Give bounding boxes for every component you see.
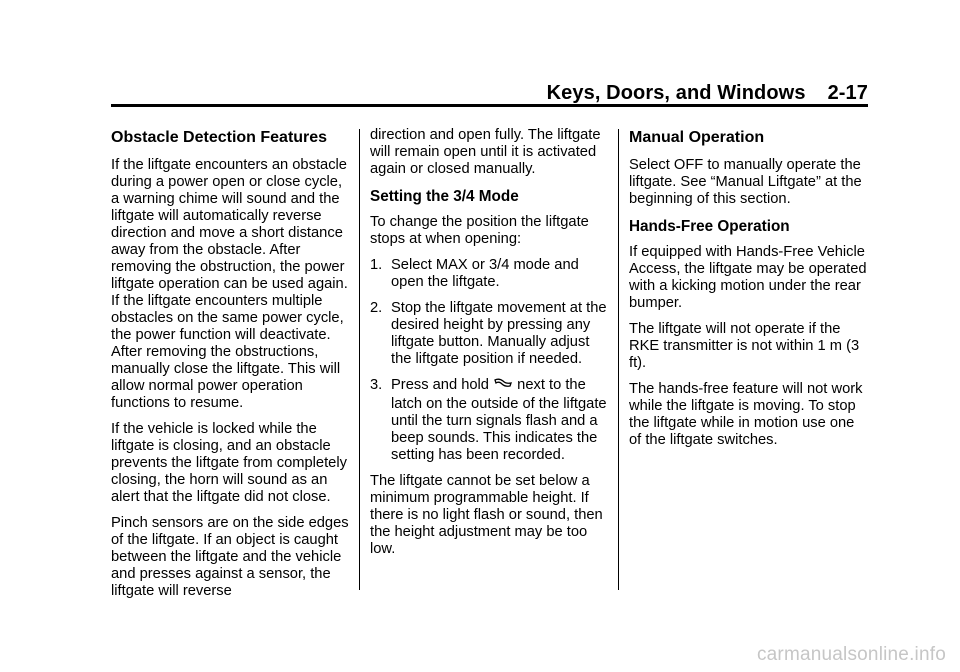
liftgate-button-icon: [494, 377, 512, 396]
column-divider-left: [359, 129, 360, 590]
header-rule: [111, 104, 868, 107]
paragraph-continued: direction and open fully. The liftgate will remain open until it is activated again or closed manually.: [370, 127, 601, 177]
step-text: Select MAX or 3/4 mode and open the liftgate.: [391, 257, 579, 290]
paragraph: Select OFF to manually operate the liftgate. See “Manual Liftgate” at the beginning of this section.: [629, 157, 862, 207]
column-divider-right: [618, 129, 619, 590]
step-number: 3.: [370, 377, 383, 393]
heading-manual-operation: Manual Operation: [629, 129, 765, 146]
paragraph: Pinch sensors are on the side edges of the liftgate. If an object is caught between the liftgate and the vehicle and presses against a sensor, the liftgate will reverse: [111, 515, 349, 599]
step-text: Press and hold: [391, 377, 489, 393]
list-item: [370, 377, 610, 464]
page-number: 2-17: [827, 82, 868, 104]
column-middle: [370, 123, 610, 567]
step-number: 1.: [370, 257, 383, 273]
paragraph: To change the position the liftgate stops at when opening:: [370, 214, 589, 247]
section-title: Keys, Doors, and Windows: [546, 82, 806, 104]
heading-hands-free: Hands-Free Operation: [629, 218, 790, 235]
paragraph: If the liftgate encounters an obstacle during a power open or close cycle, a warning chime will sound and the liftgate will automatically reverse direction and move a short distance away from the obstacle. After removing the obstruction, the power liftgate operation can be used again. If the liftgate encounters multiple obstacles on the same power cycle, the power function will deactivate. After removing the obstructions, manually close the liftgate. This will allow normal power operation functions to resume.: [111, 157, 348, 411]
column-right: [629, 123, 869, 458]
step-text: Stop the liftgate movement at the desired height by pressing any liftgate button. Manually adjust the liftgate position if needed.: [391, 300, 607, 367]
paragraph: The liftgate cannot be set below a minimum programmable height. If there is no light flash or sound, then the height adjustment may be too low.: [370, 473, 603, 557]
step-text: next to the latch on the outside of the liftgate until the turn signals flash and a beep sounds. This indicates the setting has been recorded.: [391, 377, 607, 463]
page-header: [547, 82, 868, 105]
paragraph: If equipped with Hands-Free Vehicle Access, the liftgate may be operated with a kicking motion under the rear bumper.: [629, 244, 867, 311]
watermark: carmanualsonline.info: [756, 644, 946, 665]
paragraph: The liftgate will not operate if the RKE transmitter is not within 1 m (3 ft).: [629, 321, 860, 371]
heading-obstacle-detection: Obstacle Detection Features: [111, 129, 328, 146]
step-number: 2.: [370, 300, 383, 316]
list-item: [370, 257, 610, 291]
list-item: [370, 300, 610, 368]
paragraph: If the vehicle is locked while the liftgate is closing, and an obstacle prevents the liftgate from completely closing, the horn will sound as an alert that the liftgate did not close.: [111, 421, 347, 505]
heading-setting-mode: Setting the 3/4 Mode: [370, 188, 519, 205]
paragraph: The hands-free feature will not work while the liftgate is moving. To stop the liftgate while in motion use one of the liftgate switches.: [629, 381, 863, 448]
column-left: [111, 123, 351, 609]
